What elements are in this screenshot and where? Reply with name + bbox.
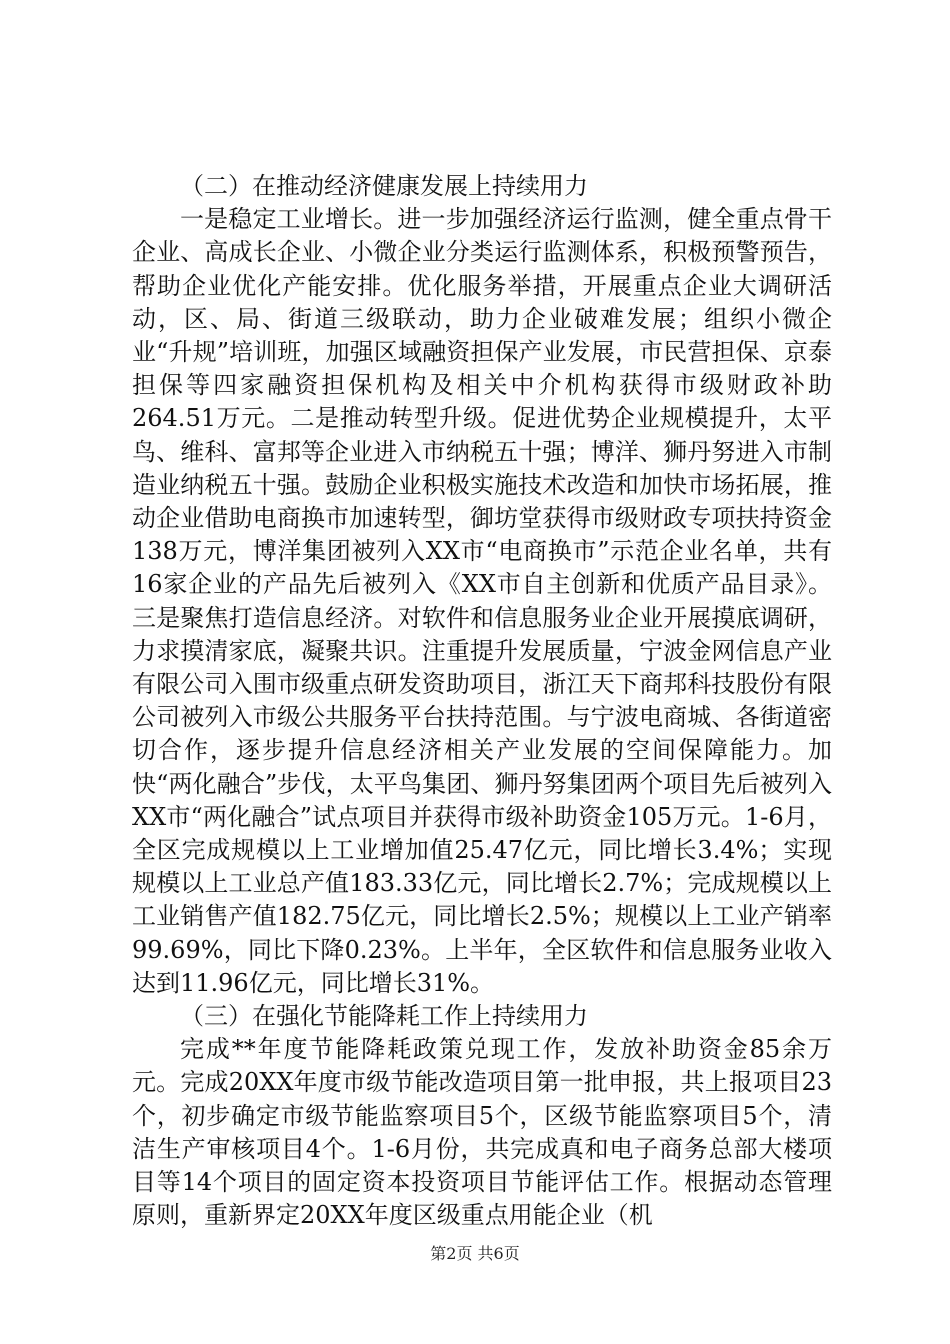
page-footer: 第2页 共6页 [430,1244,520,1263]
document-body [132,170,832,1233]
section-heading-3: （三）在强化节能降耗工作上持续用力 [180,1002,588,1031]
body-paragraph-industry: 一是稳定工业增长。进一步加强经济运行监测，健全重点骨干企业、高成长企业、小微企业分类运行监测体系，积极预警预告，帮助企业优化产能安排。优化服务举措，开展重点企业大调研活动，区、局、街道三级联动，助力企业破难发展；组织小微企业“升规”培训班，加强区域融资担保产业发展，市民营担保、京泰担保等四家融资担保机构及相关中介机构获得市级财政补助264.51万元。二是推动转型升级。促进优势企业规模提升，太平鸟、维科、富邦等企业进入市纳税五十强；博洋、狮丹努进入市制造业纳税五十强。鼓励企业积极实施技术改造和加快市场拓展，推动企业借助电商换市加速转型，御坊堂获得市级财政专项扶持资金138万元，博洋集团被列入XX市“电商换市”示范企业名单，共有16家企业的产品先后被列入《XX市自主创新和优质产品目录》。三是聚焦打造信息经济。对软件和信息服务业企业开展摸底调研，力求摸清家底，凝聚共识。注重提升发展质量，宁波金网信息产业有限公司入围市级重点研发资助项目，浙江天下商邦科技股份有限公司被列入市级公共服务平台扶持范围。与宁波电商城、各街道密切合作，逐步提升信息经济相关产业发展的空间保障能力。加快“两化融合”步伐，太平鸟集团、狮丹努集团两个项目先后被列入XX市“两化融合”试点项目并获得市级补助资金105万元。1-6月，全区完成规模以上工业增加值25.47亿元，同比增长3.4%；实现规模以上工业总产值183.33亿元，同比增长2.7%；完成规模以上工业销售产值182.75亿元，同比增长2.5%；规模以上工业产销率99.69%，同比下降0.23%。上半年，全区软件和信息服务业收入达到11.96亿元，同比增长31%。 [132,205,832,997]
section-heading-2: （二）在推动经济健康发展上持续用力 [180,172,588,200]
body-paragraph-energy: 完成**年度节能降耗政策兑现工作，发放补助资金85余万元。完成20XX年度市级节能改造项目第一批申报，共上报项目23个，初步确定市级节能监察项目5个，区级节能监察项目5个，清洁生产审核项目4个。1-6月份，共完成真和电子商务总部大楼项目等14个项目的固定资本投资项目节能评估工作。根据动态管理原则，重新界定20XX年度区级重点用能企业（机 [132,1035,832,1230]
